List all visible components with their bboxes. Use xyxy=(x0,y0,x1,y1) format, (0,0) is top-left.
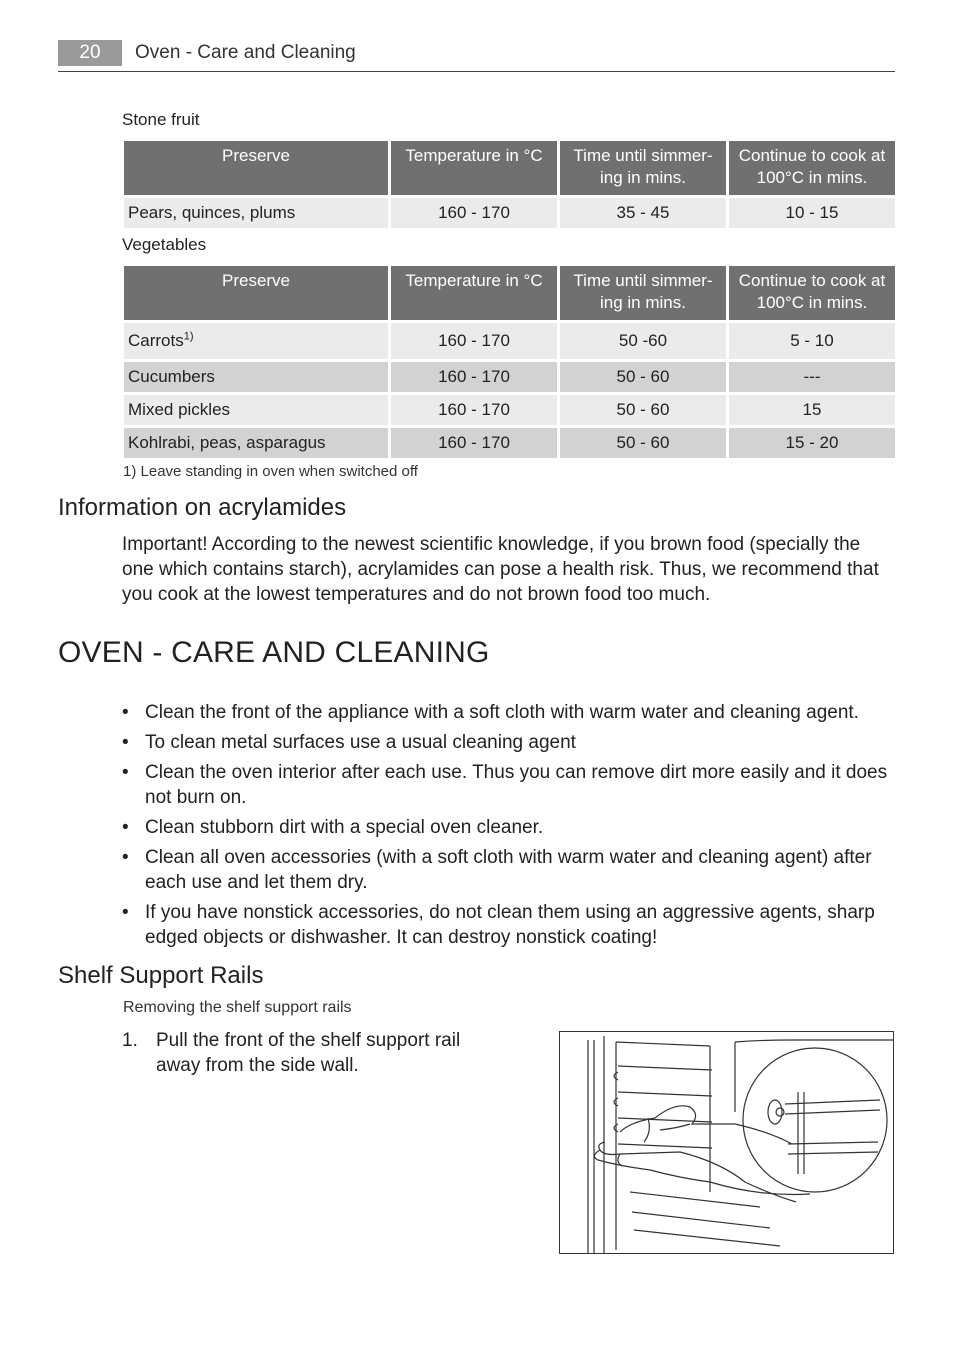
page-number: 20 xyxy=(58,40,122,66)
page-header xyxy=(58,40,895,72)
column-header: Temperature in °C xyxy=(391,141,557,195)
table-row xyxy=(124,198,895,228)
table-cell: 15 - 20 xyxy=(729,428,895,458)
step-1 xyxy=(122,1028,492,1078)
list-item: • If you have nonstick accessories, do not clean them using an aggressive agents, sharp edged objects or dishwasher. It can destroy nonstick coating! xyxy=(122,900,894,950)
table-cell: 160 - 170 xyxy=(391,395,557,425)
table-cell: Mixed pickles xyxy=(124,395,388,425)
table-cell: 35 - 45 xyxy=(560,198,726,228)
column-header: Preserve xyxy=(124,141,388,195)
vegetables-caption: Vegetables xyxy=(122,235,207,254)
table-cell: 50 - 60 xyxy=(560,428,726,458)
table-cell: Kohlrabi, peas, asparagus xyxy=(124,428,388,458)
table-cell: 10 - 15 xyxy=(729,198,895,228)
vegetables-table xyxy=(121,263,898,461)
list-item: • Clean the oven interior after each use. Thus you can remove dirt more easily and it does not burn on. xyxy=(122,760,894,810)
shelf-heading: Shelf Support Rails xyxy=(58,962,264,989)
table-cell: Pears, quinces, plums xyxy=(124,198,388,228)
table-cell: 160 - 170 xyxy=(391,323,557,359)
list-item: • Clean the front of the appliance with a soft cloth with warm water and cleaning agent. xyxy=(122,700,894,725)
table-cell: 50 -60 xyxy=(560,323,726,359)
table-cell: 5 - 10 xyxy=(729,323,895,359)
shelf-rail-illustration xyxy=(559,1031,894,1254)
step-number: 1. xyxy=(122,1030,138,1051)
step-text: Pull the front of the shelf support rail away from the side wall. xyxy=(156,1030,461,1076)
important-lead: Important! xyxy=(122,534,208,555)
column-header: Temperature in °C xyxy=(391,266,557,320)
table-row xyxy=(124,362,895,392)
acrylamides-text: According to the newest scientific knowledge, if you brown food (specially the one which contains starch), acrylamides can pose a health risk. Thus, we recommend that you cook at the lowest temperatures and do not brown food too much. xyxy=(122,534,879,605)
header-title: Oven - Care and Cleaning xyxy=(135,42,356,63)
column-header: Preserve xyxy=(124,266,388,320)
cell-text: Carrots xyxy=(128,331,184,350)
acrylamides-heading: Information on acrylamides xyxy=(58,494,347,521)
list-item: • To clean metal surfaces use a usual cleaning agent xyxy=(122,730,894,755)
table-cell: 160 - 170 xyxy=(391,198,557,228)
shelf-subheading: Removing the shelf support rails xyxy=(123,999,352,1016)
stone-fruit-table xyxy=(121,138,898,231)
table-cell: 160 - 170 xyxy=(391,428,557,458)
column-header: Time until simmer-ing in mins. xyxy=(560,266,726,320)
table-cell: Cucumbers xyxy=(124,362,388,392)
stone-fruit-caption: Stone fruit xyxy=(122,110,200,129)
table-row xyxy=(124,395,895,425)
table-cell xyxy=(124,323,388,359)
table-footnote: 1) Leave standing in oven when switched off xyxy=(123,463,418,480)
table-cell: 50 - 60 xyxy=(560,362,726,392)
table-cell: 160 - 170 xyxy=(391,362,557,392)
column-header: Continue to cook at 100°C in mins. xyxy=(729,141,895,195)
column-header: Time until simmer-ing in mins. xyxy=(560,141,726,195)
cleaning-list xyxy=(122,700,894,955)
table-row xyxy=(124,323,895,359)
table-cell: 50 - 60 xyxy=(560,395,726,425)
list-item: • Clean stubborn dirt with a special oven cleaner. xyxy=(122,815,894,840)
footnote-mark: 1) xyxy=(183,330,194,343)
acrylamides-paragraph xyxy=(122,532,892,607)
column-header: Continue to cook at 100°C in mins. xyxy=(729,266,895,320)
list-item: • Clean all oven accessories (with a soft cloth with warm water and cleaning agent) after each use and let them dry. xyxy=(122,845,894,895)
table-row xyxy=(124,428,895,458)
table-cell: --- xyxy=(729,362,895,392)
section-title: OVEN - CARE AND CLEANING xyxy=(58,636,490,669)
table-cell: 15 xyxy=(729,395,895,425)
